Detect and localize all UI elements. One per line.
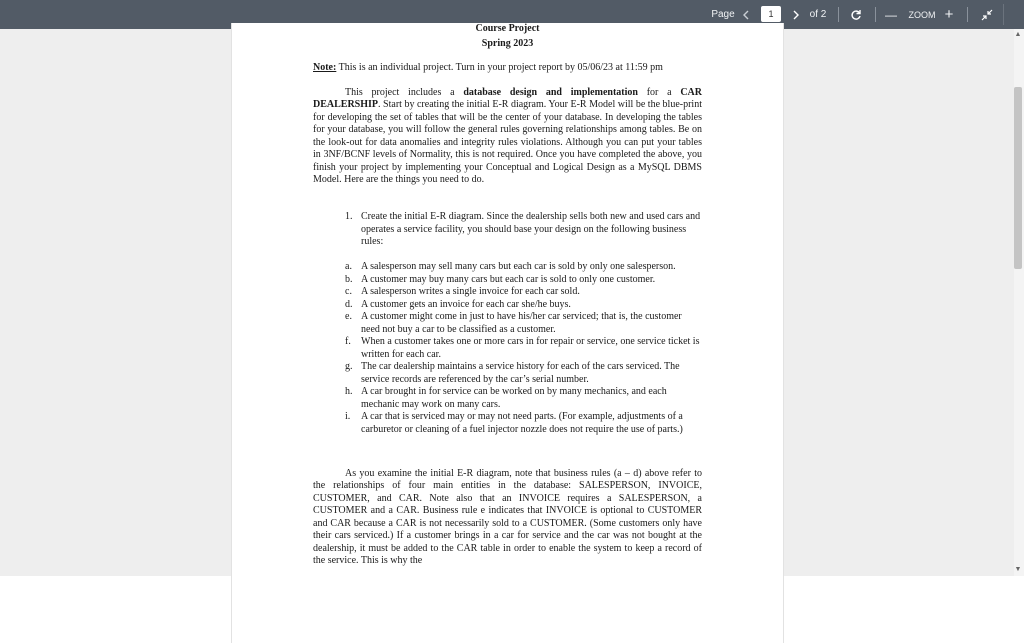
page-label: Page (711, 9, 735, 20)
note-text: This is an individual project. Turn in your project report by 05/06/23 at 11:59 pm (336, 62, 663, 73)
steps-list (345, 211, 701, 249)
list-marker: a. (345, 261, 352, 272)
zoom-label: ZOOM (908, 9, 936, 20)
scrollbar-thumb[interactable] (1014, 87, 1022, 269)
intro-paragraph (313, 87, 702, 187)
list-item-text: A customer gets an invoice for each car she/he buys. (361, 298, 571, 310)
list-marker: b. (345, 273, 353, 285)
list-item (345, 311, 701, 336)
list-item-text: A salesperson writes a single invoice for each car sold. (361, 286, 580, 297)
list-marker: f. (345, 336, 351, 347)
toolbar-divider (875, 7, 876, 22)
list-marker: d. (345, 298, 353, 310)
list-item (345, 274, 701, 287)
list-item-text: A car brought in for service can be worked on by many mechanics, and each mechanic may work on many cars. (361, 386, 667, 410)
business-rules-list (345, 261, 701, 436)
zoom-out-button[interactable]: — (885, 7, 897, 22)
rotate-button[interactable] (848, 0, 864, 29)
collapse-icon (981, 9, 993, 21)
list-item (345, 211, 701, 249)
toolbar-divider (1003, 4, 1004, 25)
fit-page-button[interactable] (977, 0, 997, 29)
chevron-left-icon (742, 10, 750, 20)
list-item (345, 386, 701, 411)
note-line (313, 62, 713, 73)
toolbar-divider (967, 7, 968, 22)
list-marker: 1. (345, 211, 353, 222)
list-item-text: When a customer takes one or more cars in for repair or service, one service ticket is written for each car. (361, 336, 700, 360)
term-title: Spring 2023 (481, 38, 534, 49)
list-item (345, 361, 701, 386)
page-count-label: of 2 (809, 9, 827, 20)
scroll-up-arrow-icon[interactable]: ▲ (1014, 31, 1022, 38)
list-item-text: A customer may buy many cars but each car is sold to only one customer. (361, 273, 656, 285)
chevron-right-icon (792, 10, 800, 20)
intro-bold-text: CAR DEALERSHIP (313, 87, 702, 111)
list-marker: c. (345, 286, 352, 297)
scroll-down-arrow-icon[interactable]: ▼ (1014, 566, 1022, 573)
list-item (345, 411, 701, 436)
list-item-text: A salesperson may sell many cars but each car is sold by only one salesperson. (361, 261, 676, 272)
rotate-icon (850, 9, 862, 21)
list-item-text: The car dealership maintains a service history for each of the cars serviced. The service records are referenced by the car’s serial number. (361, 361, 680, 385)
list-marker: g. (345, 361, 353, 372)
list-item (345, 299, 701, 312)
list-item-text: A car that is serviced may or may not need parts. (For example, adjustments of a carburetor or cleaning of a fuel injector nozzle does not require the use of parts.) (361, 411, 683, 435)
note-label: Note: (313, 62, 337, 73)
zoom-in-button[interactable]: + (944, 6, 954, 23)
list-marker: i. (345, 411, 351, 422)
list-item (345, 261, 701, 274)
list-item-text: A customer might come in just to have his/her car serviced; that is, the customer need not buy a car to be classified as a customer. (361, 311, 682, 335)
intro-text: . Start by creating the initial E-R diagram. Your E-R Model will be the blue-print for developing the set of tables that will be the center of your database. In developing the tables for your database, you will follow the general rules governing relationships among tables. Be on the look-out for data anomalies and integrity rules violations. Although you can put your tables in 3NF/BCNF levels of Normality, this is not required. Once you have completed the above, you finish your project by implementing your Conceptual and Logical Design as a MySQL DBMS Model. Here are the things you need to do. (313, 99, 702, 186)
page-number-input[interactable] (761, 6, 781, 22)
course-title: Course Project (475, 23, 540, 34)
next-page-button[interactable] (789, 0, 803, 29)
intro-text: for a (637, 87, 681, 98)
closing-paragraph: As you examine the initial E-R diagram, note that business rules (a – d) above refer to the relationships of four main entities in the database: SALESPERSON, INVOICE, CUSTOMER, and CAR. Note also that an INVOICE requires a SALESPERSON, a CUSTOMER and a CAR. Business rule e indicates that INVOICE is optional to CUSTOMER and CAR because a CAR is not necessarily sold to a CUSTOMER. (Some customers only have their cars serviced.) If a customer brings in a car for service and the car was not bought at the dealership, it must be added to the CAR table in order to enable the system to keep a record of the service. This is why the (313, 468, 702, 567)
toolbar-divider (838, 7, 839, 22)
list-marker: h. (345, 386, 353, 397)
intro-text: This project includes a (345, 87, 464, 98)
list-item (345, 286, 701, 299)
list-item-text: Create the initial E-R diagram. Since the dealership sells both new and used cars and operates a service facility, you should base your design on the following business rules: (361, 211, 701, 247)
list-item (345, 336, 701, 361)
document-viewer[interactable] (0, 23, 1024, 576)
intro-bold-text: database design and implementation (463, 87, 638, 98)
pdf-page (231, 23, 784, 643)
list-marker: e. (345, 311, 352, 322)
